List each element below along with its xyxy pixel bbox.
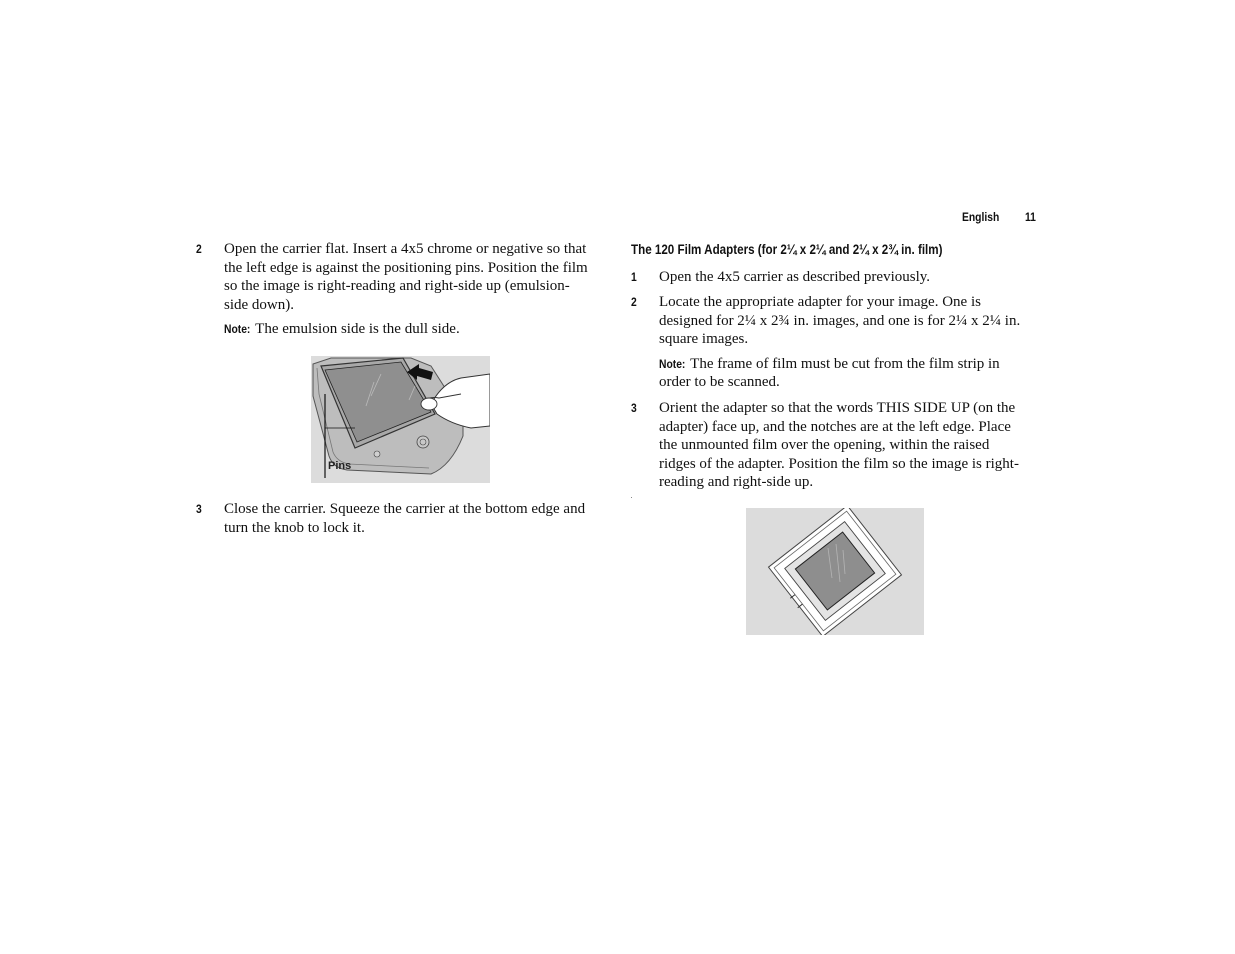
text-line: ridges of the adapter. Position the film so the image is right- [659, 455, 1019, 472]
note-text: The frame of film must be cut from the film strip in [686, 355, 1000, 372]
right-step-1 [631, 268, 1041, 288]
step-text [659, 293, 1049, 392]
stray-mark [631, 497, 632, 498]
text-line: Orient the adapter so that the words THIS SIDE UP (on the [659, 400, 1016, 416]
step-text [224, 240, 614, 339]
step-number: 2 [196, 242, 202, 256]
left-step-3 [196, 500, 606, 540]
text-line: designed for 2¼ x 2¾ in. images, and one is for 2¼ x 2¼ in. [659, 312, 1021, 329]
note [224, 320, 614, 339]
text-line: square images. [659, 331, 749, 348]
step-number: 1 [631, 270, 637, 284]
text-line: Close the carrier. Squeeze the carrier at the bottom edge and [224, 501, 586, 517]
text-line: the unmounted film over the opening, within the raised [659, 437, 990, 454]
page-number: 11 [1025, 210, 1037, 224]
step-number: 3 [631, 401, 637, 415]
text-line: Open the carrier flat. Insert a 4x5 chrome or negative so that [224, 241, 587, 257]
text-line: Open the 4x5 carrier as described previously. [659, 269, 931, 285]
left-step-2 [196, 240, 606, 340]
note [659, 355, 1049, 392]
header-language: English [962, 210, 1000, 224]
right-step-3 [631, 399, 1041, 499]
text-line: Locate the appropriate adapter for your image. One is [659, 294, 981, 310]
note-label: Note: [659, 356, 686, 371]
text-line: turn the knob to lock it. [224, 519, 365, 536]
step-number: 3 [196, 502, 202, 516]
note-text: order to be scanned. [659, 374, 780, 391]
adapter-illustration [746, 508, 924, 635]
step-text [224, 500, 614, 537]
step-text [659, 399, 1049, 492]
text-line: so the image is right-reading and right-side up (emulsion- [224, 278, 570, 295]
text-line: side down). [224, 296, 294, 313]
text-line: the left edge is against the positioning pins. Position the film [224, 259, 588, 276]
text-line: reading and right-side up. [659, 474, 814, 491]
note-text: The emulsion side is the dull side. [251, 321, 460, 338]
note-label: Note: [224, 322, 251, 337]
page-header [962, 208, 1038, 226]
section-title: The 120 Film Adapters (for 2¼ x 2¼ and 2¼ x 2¾ in. film) [631, 241, 943, 257]
right-step-2 [631, 293, 1041, 393]
pins-label: Pins [328, 460, 352, 472]
carrier-figure [311, 356, 490, 483]
adapter-figure [746, 508, 924, 635]
text-line: adapter) face up, and the notches are at the left edge. Place [659, 418, 1011, 435]
step-number: 2 [631, 295, 637, 309]
step-text [659, 268, 1049, 287]
